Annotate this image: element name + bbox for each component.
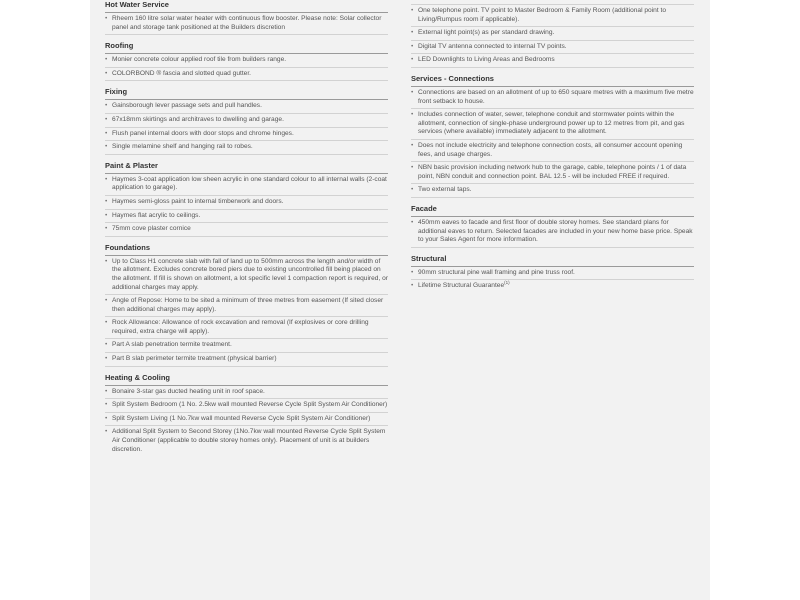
list-item: • LED Downlights to Living Areas and Bedrooms: [411, 54, 694, 68]
section-paint-plaster: [105, 161, 388, 237]
list-item: • COLORBOND ® fascia and slotted quad gutter.: [105, 68, 388, 82]
list-item: • Rheem 160 litre solar water heater with continuous flow booster. Please note: Solar collector panel and storage tank positioned at the Builders discretion: [105, 13, 388, 35]
list-item: • Bonaire 3-star gas ducted heating unit in roof space.: [105, 386, 388, 400]
section-title: Hot Water Service: [105, 0, 388, 13]
list-item: • Haymes semi-gloss paint to internal timberwork and doors.: [105, 196, 388, 210]
list-item: • Rock Allowance: Allowance of rock excavation and removal (If explosives or core drilling required, extra charge will apply).: [105, 317, 388, 339]
section-heating-cooling: [105, 373, 388, 457]
list-item: • Gainsborough lever passage sets and pull handles.: [105, 100, 388, 114]
section-structural: [411, 254, 694, 293]
section-title: Fixing: [105, 87, 388, 100]
list-item: • Single melamine shelf and hanging rail to robes.: [105, 141, 388, 155]
section-title: Structural: [411, 254, 694, 267]
section-fixing: [105, 87, 388, 154]
list-item: • Connections are based on an allotment of up to 650 square metres with a maximum five metre front setback to house.: [411, 87, 694, 109]
document-page: [90, 0, 710, 600]
list-item: • One telephone point. TV point to Master Bedroom & Family Room (additional point to Living/Rumpus room if applicable).: [411, 5, 694, 27]
section-facade: [411, 204, 694, 248]
list-item: • Haymes 3-coat application low sheen acrylic in one standard colour to all internal walls (2-coat application to garage).: [105, 174, 388, 196]
section-hot-water: [105, 0, 388, 35]
list-item: • NBN basic provision including network hub to the garage, cable, telephone points / 1 of data point, NBN conduit and connection point. BAL 12.5 - will be included FREE if required.: [411, 162, 694, 184]
list-item: • Split System Living (1 No.7kw wall mounted Reverse Cycle Split System Air Conditioner): [105, 413, 388, 427]
list-item: • 90mm structural pine wall framing and pine truss roof.: [411, 267, 694, 281]
list-item: • Split System Bedroom (1 No. 2.5kw wall mounted Reverse Cycle Split System Air Conditioner): [105, 399, 388, 413]
section-title: Services - Connections: [411, 74, 694, 87]
list-item: • Includes connection of water, sewer, telephone conduit and stormwater points within the allotment, connection of single-phase underground power up to 12 metres from pit, and gas services (where available) immediately adjacent to the allotment.: [411, 109, 694, 140]
section-electrical: [411, 4, 694, 68]
list-item: • 450mm eaves to facade and first floor of double storey homes. See standard plans for additional eaves to return. Selected facades are included in your new home base price. Speak to your Sales Agent for more information.: [411, 217, 694, 248]
section-title: Roofing: [105, 41, 388, 54]
list-item: • Additional Split System to Second Storey (1No.7kw wall mounted Reverse Cycle Split System Air Conditioner (applicable to double storey homes only). Placement of unit is at builders discretion.: [105, 426, 388, 456]
list-item: • Haymes flat acrylic to ceilings.: [105, 210, 388, 224]
section-foundations: [105, 243, 388, 367]
section-title: Foundations: [105, 243, 388, 256]
guarantee-text: Lifetime Structural Guarantee: [418, 282, 505, 290]
list-item: • Angle of Repose: Home to be sited a minimum of three metres from easement (If sited closer then additional charges may apply).: [105, 295, 388, 317]
list-item: • Does not include electricity and telephone connection costs, all consumer account opening fees, and usage charges.: [411, 140, 694, 162]
list-item: • Flush panel internal doors with door stops and chrome hinges.: [105, 128, 388, 142]
section-services-connections: [411, 74, 694, 198]
list-item: • Monier concrete colour applied roof tile from builders range.: [105, 54, 388, 68]
list-item: • External light point(s) as per standard drawing.: [411, 27, 694, 41]
list-item: • Digital TV antenna connected to internal TV points.: [411, 41, 694, 55]
left-column: [105, 0, 388, 462]
right-column: [411, 4, 694, 299]
section-roofing: [105, 41, 388, 81]
list-item: • Two external taps.: [411, 184, 694, 198]
list-item: • Up to Class H1 concrete slab with fall of land up to 500mm across the length and/or width of the allotment. Excludes concrete bored piers due to existing uncontrolled fill being placed on the allotment. If fill is shown on allotment, a lot specific level 1 compaction report is required, or additional charges may apply.: [105, 256, 388, 295]
list-item: • Part A slab penetration termite treatment.: [105, 339, 388, 353]
list-item: • 67x18mm skirtings and architraves to dwelling and garage.: [105, 114, 388, 128]
section-title: Paint & Plaster: [105, 161, 388, 174]
list-item: [411, 280, 694, 293]
list-item: • Part B slab perimeter termite treatment (physical barrier): [105, 353, 388, 367]
section-title: Facade: [411, 204, 694, 217]
list-item: • 75mm cove plaster cornice: [105, 223, 388, 237]
section-title: Heating & Cooling: [105, 373, 388, 386]
footnote-marker: (1): [504, 280, 510, 286]
